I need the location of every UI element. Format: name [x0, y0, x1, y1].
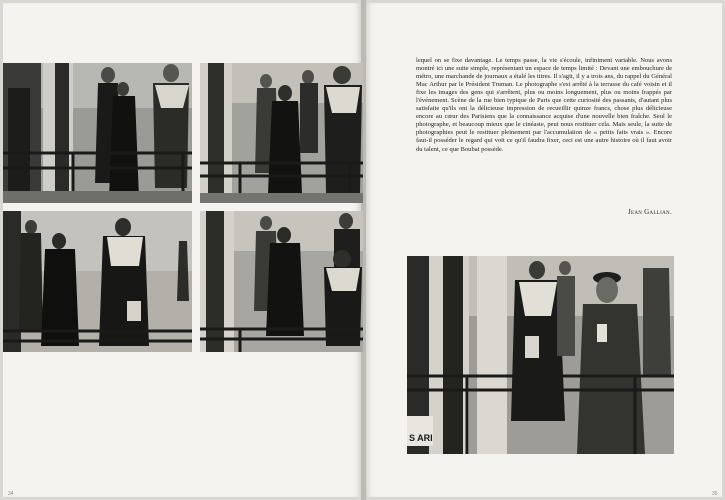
folio-left: 34: [8, 491, 14, 497]
photo-street-3: [3, 211, 192, 352]
article-paragraph: lequel on se fixe davantage. Le temps passe, la vie s'écoule, infiniment variable. Nous avons montré ici une suite simple, représentant un espace de temps limité : Devant une embouchure de métro, une marchande de journaux a étalé les titres. Il s'agit, il y a trois ans, du rappel du Général Mac Arthur par le Président Truman. Le photographe s'est arrêté à la terrasse du café voisin et il fixe les images des gens qui s'arrêtent, plus ou moins longuement, plus ou moins frappés par l'événement. Scène de la rue bien typique de Paris que cette curiosité des passants, d'autant plus satisfaite qu'ils ont la délicieuse impression de recueillir quinze francs, chose plus délicieuse encore au cœur des Parisiens que la connaissance acquise d'une nouvelle bien fraîche. Seul le photographe, et beaucoup mieux que le cinéaste, peut nous restituer cela. Mais seule, la suite de photographies peut le restituer pleinement par l'accumulation de « petits faits vrais ». Encore faut-il posséder le regard qui voit ce qu'il faudra fixer, ceci est une autre histoire où il faut avoir du talent, ce que Boubat possède.: [416, 57, 672, 153]
article-author: Jean Gallian.: [627, 208, 672, 216]
photo-street-1: [3, 63, 192, 203]
kiosk-sign: S ARI: [409, 433, 433, 443]
photo-street-2: [200, 63, 363, 203]
article-text: [416, 57, 672, 154]
folio-right: 35: [712, 491, 718, 497]
photo-street-4: [200, 211, 363, 352]
photo-street-5: [407, 256, 674, 454]
